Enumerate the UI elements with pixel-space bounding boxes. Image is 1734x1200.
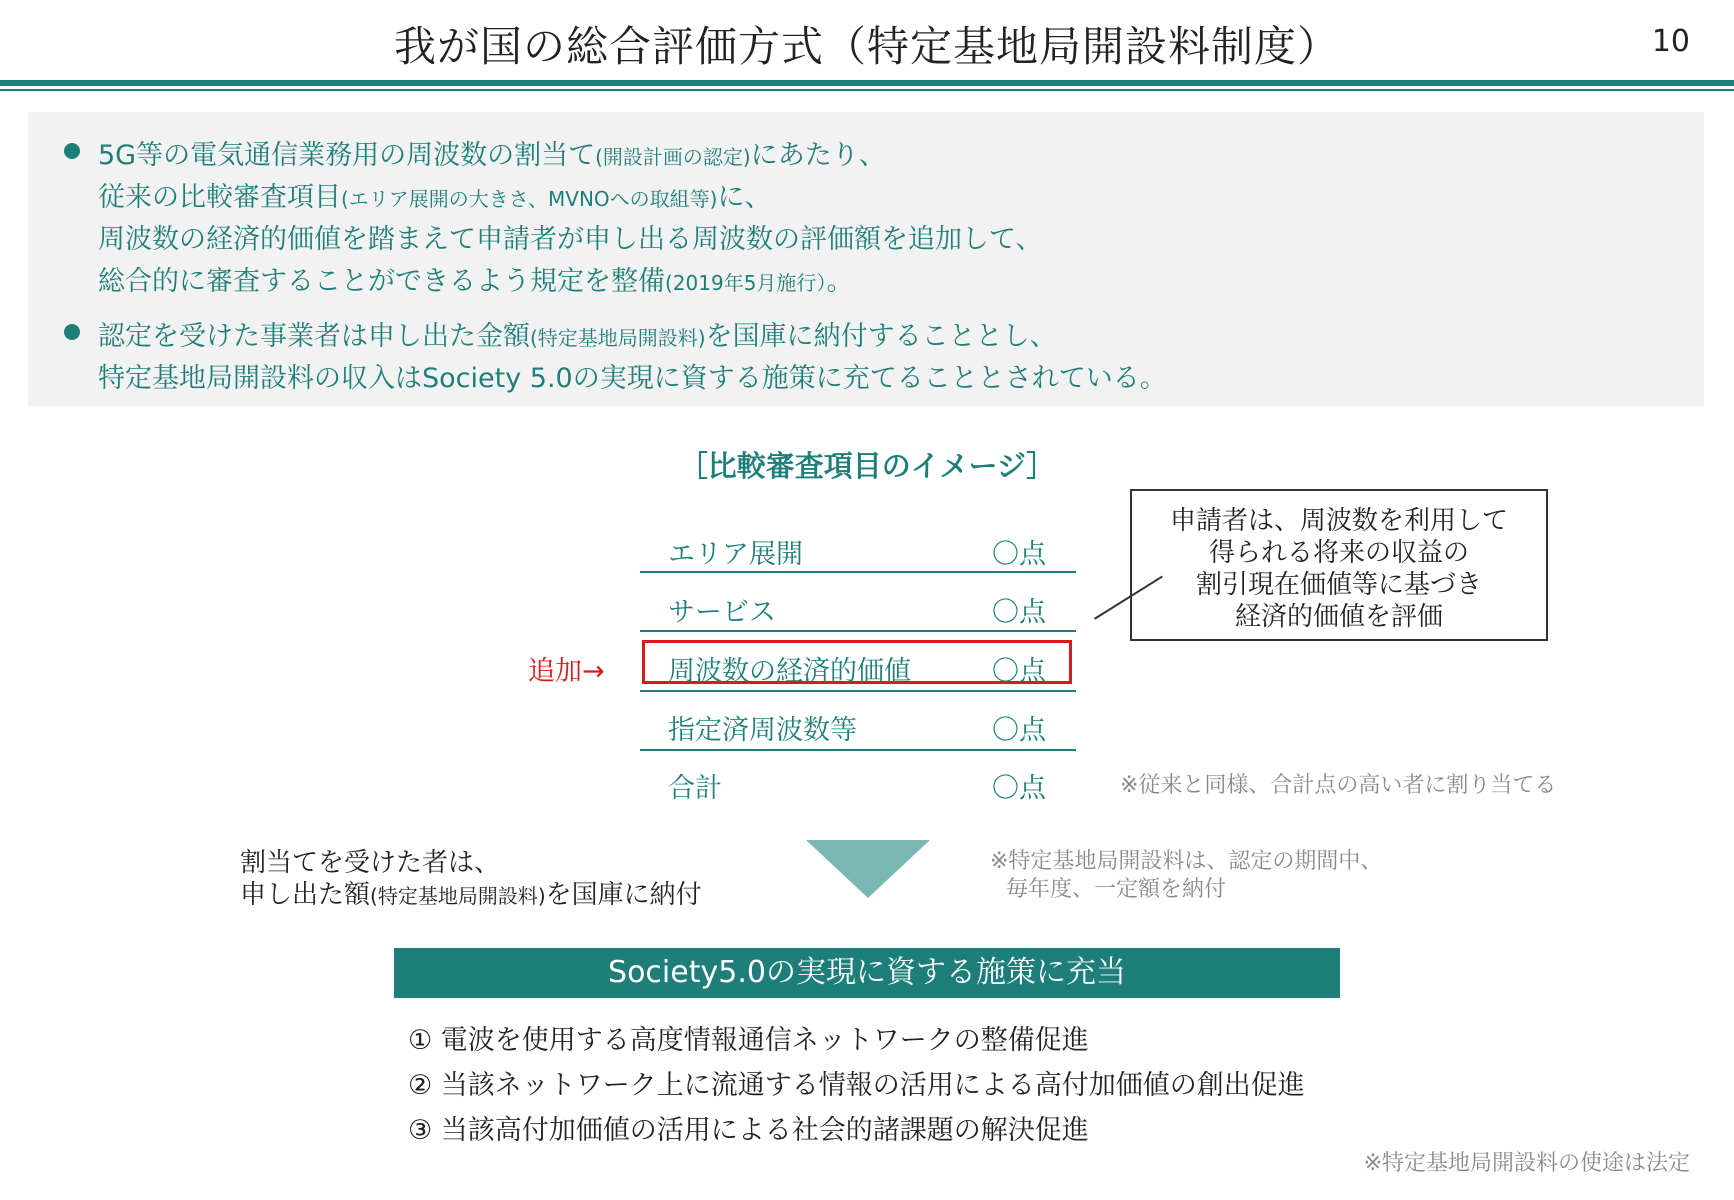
bullet-dot [64, 324, 80, 340]
measure-item: ① 電波を使用する高度情報通信ネットワークの整備促進 [408, 1025, 1089, 1056]
measures-banner: Society5.0の実現に資する施策に充当 [394, 948, 1340, 998]
summary-line [98, 175, 771, 214]
allocation-span: 申し出た額 [240, 880, 371, 910]
summary-line [98, 259, 853, 298]
valuation-callout [1130, 489, 1548, 641]
allocation-span: を国庫に納付 [545, 880, 702, 910]
allocation-text [240, 874, 702, 911]
footer-note: ※特定基地局開設料の使途は法定 [1363, 1151, 1690, 1176]
summary-line: 特定基地局開設料の収入はSociety 5.0の実現に資する施策に充てることとされている。 [98, 363, 1167, 394]
total-label: 合計 [668, 773, 722, 804]
added-label: 追加→ [528, 656, 605, 687]
header-rule-thin [0, 89, 1734, 91]
criterion-score: 〇点 [992, 539, 1046, 570]
total-note: ※従来と同様、合計点の高い者に割り当てる [1120, 773, 1557, 798]
callout-line: 得られる将来の収益の [1208, 538, 1469, 568]
summary-text-small: (特定基地局開設料) [530, 326, 706, 350]
payment-note: 毎年度、一定額を納付 [1006, 877, 1227, 902]
criterion-score: 〇点 [992, 656, 1046, 687]
summary-text: 認定を受けた事業者は申し出た金額 [98, 321, 530, 352]
summary-line: 周波数の経済的価値を踏まえて申請者が申し出る周波数の評価額を追加して、 [98, 224, 1043, 255]
summary-line [98, 314, 1057, 353]
measure-item: ③ 当該高付加価値の活用による社会的諸課題の解決促進 [408, 1115, 1089, 1146]
summary-text-small: (エリア展開の大きさ、MVNOへの取組等) [341, 187, 718, 211]
comparison-title: ［比較審査項目のイメージ］ [678, 449, 1056, 483]
summary-text-small: (開設計画の認定) [595, 145, 751, 169]
criterion-label: エリア展開 [668, 539, 803, 570]
summary-text: に、 [717, 182, 772, 213]
summary-text: 5G等の電気通信業務用の周波数の割当て [98, 140, 596, 171]
summary-text: 。 [826, 266, 854, 297]
allocation-text: 割当てを受けた者は、 [240, 848, 501, 878]
callout-line: 割引現在価値等に基づき [1195, 570, 1482, 600]
criterion-label: サービス [668, 597, 776, 628]
summary-text: 総合的に審査することができるよう規定を整備 [98, 266, 665, 297]
row-divider [640, 749, 1076, 751]
criterion-score: 〇点 [992, 597, 1046, 628]
summary-text: を国庫に納付することとし、 [705, 321, 1057, 352]
criterion-label: 指定済周波数等 [668, 715, 857, 746]
allocation-span-small: (特定基地局開設料) [370, 884, 546, 908]
measure-item: ② 当該ネットワーク上に流通する情報の活用による高付加価値の創出促進 [408, 1070, 1305, 1101]
criterion-label: 周波数の経済的価値 [668, 656, 911, 687]
row-divider [640, 630, 1076, 632]
total-score: 〇点 [992, 773, 1046, 804]
summary-line [98, 133, 886, 172]
summary-text-small: (2019年5月施行） [665, 271, 827, 295]
payment-note: ※特定基地局開設料は、認定の期間中、 [990, 849, 1383, 874]
page-title: 我が国の総合評価方式（特定基地局開設料制度） [393, 22, 1340, 71]
criterion-score: 〇点 [992, 715, 1046, 746]
header-rule [0, 80, 1734, 86]
row-divider [640, 571, 1076, 573]
summary-text: 従来の比較審査項目 [98, 182, 341, 213]
callout-line: 申請者は、周波数を利用して [1169, 506, 1508, 536]
down-arrow-icon [806, 840, 930, 898]
bullet-dot [64, 143, 80, 159]
page-number: 10 [1651, 24, 1690, 59]
row-divider [640, 690, 1076, 692]
summary-text: にあたり、 [750, 140, 886, 171]
callout-line: 経済的価値を評価 [1234, 602, 1443, 632]
